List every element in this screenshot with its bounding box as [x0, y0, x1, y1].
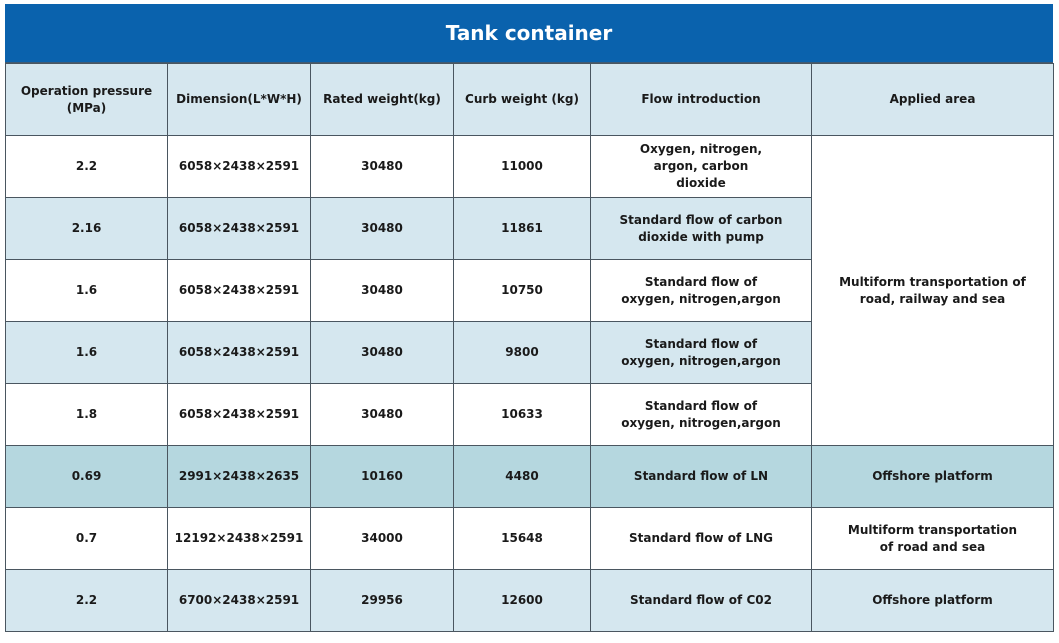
- table-row: [6, 508, 1054, 570]
- cell-curb-weight: 12600: [454, 570, 591, 632]
- cell-curb-weight: 10750: [454, 260, 591, 322]
- cell-pressure: 2.2: [6, 136, 168, 198]
- cell-flow: Standard flow of C02: [591, 570, 812, 632]
- column-header-dimension: Dimension(L*W*H): [168, 64, 311, 136]
- column-header-applied-area: Applied area: [812, 64, 1054, 136]
- cell-flow: Standard flow of LN: [591, 446, 812, 508]
- cell-pressure: 1.6: [6, 322, 168, 384]
- cell-dimension: 2991×2438×2635: [168, 446, 311, 508]
- cell-flow: Standard flow of LNG: [591, 508, 812, 570]
- cell-flow: Standard flow of oxygen, nitrogen,argon: [591, 322, 812, 384]
- table-row: [6, 136, 1054, 198]
- tank-container-spec-table: [5, 4, 1053, 632]
- cell-dimension: 6058×2438×2591: [168, 198, 311, 260]
- cell-dimension: 6058×2438×2591: [168, 260, 311, 322]
- cell-rated-weight: 29956: [311, 570, 454, 632]
- cell-curb-weight: 4480: [454, 446, 591, 508]
- cell-dimension: 6058×2438×2591: [168, 136, 311, 198]
- cell-pressure: 0.7: [6, 508, 168, 570]
- cell-dimension: 6700×2438×2591: [168, 570, 311, 632]
- cell-pressure: 0.69: [6, 446, 168, 508]
- cell-applied-area: Offshore platform: [812, 446, 1054, 508]
- cell-pressure: 1.8: [6, 384, 168, 446]
- column-header-curb-weight: Curb weight (kg): [454, 64, 591, 136]
- cell-flow: Oxygen, nitrogen, argon, carbon dioxide: [591, 136, 812, 198]
- cell-curb-weight: 9800: [454, 322, 591, 384]
- table-row: [6, 570, 1054, 632]
- header-row: [6, 64, 1054, 136]
- cell-rated-weight: 10160: [311, 446, 454, 508]
- column-header-rated-weight: Rated weight(kg): [311, 64, 454, 136]
- table-title: Tank container: [5, 4, 1053, 63]
- cell-curb-weight: 15648: [454, 508, 591, 570]
- cell-pressure: 2.2: [6, 570, 168, 632]
- cell-dimension: 6058×2438×2591: [168, 322, 311, 384]
- cell-curb-weight: 11000: [454, 136, 591, 198]
- cell-rated-weight: 30480: [311, 322, 454, 384]
- cell-pressure: 1.6: [6, 260, 168, 322]
- cell-rated-weight: 30480: [311, 136, 454, 198]
- cell-curb-weight: 11861: [454, 198, 591, 260]
- column-header-flow: Flow introduction: [591, 64, 812, 136]
- cell-rated-weight: 34000: [311, 508, 454, 570]
- cell-rated-weight: 30480: [311, 384, 454, 446]
- cell-rated-weight: 30480: [311, 198, 454, 260]
- column-header-pressure: Operation pressure (MPa): [6, 64, 168, 136]
- cell-rated-weight: 30480: [311, 260, 454, 322]
- cell-dimension: 6058×2438×2591: [168, 384, 311, 446]
- cell-flow: Standard flow of oxygen, nitrogen,argon: [591, 384, 812, 446]
- cell-applied-area: Multiform transportation of road and sea: [812, 508, 1054, 570]
- cell-curb-weight: 10633: [454, 384, 591, 446]
- cell-dimension: 12192×2438×2591: [168, 508, 311, 570]
- table-row: [6, 446, 1054, 508]
- cell-pressure: 2.16: [6, 198, 168, 260]
- cell-flow: Standard flow of oxygen, nitrogen,argon: [591, 260, 812, 322]
- cell-flow: Standard flow of carbon dioxide with pump: [591, 198, 812, 260]
- spec-table: [5, 63, 1054, 632]
- cell-applied-area: Offshore platform: [812, 570, 1054, 632]
- cell-applied-area-merged: Multiform transportation of road, railway and sea: [812, 136, 1054, 446]
